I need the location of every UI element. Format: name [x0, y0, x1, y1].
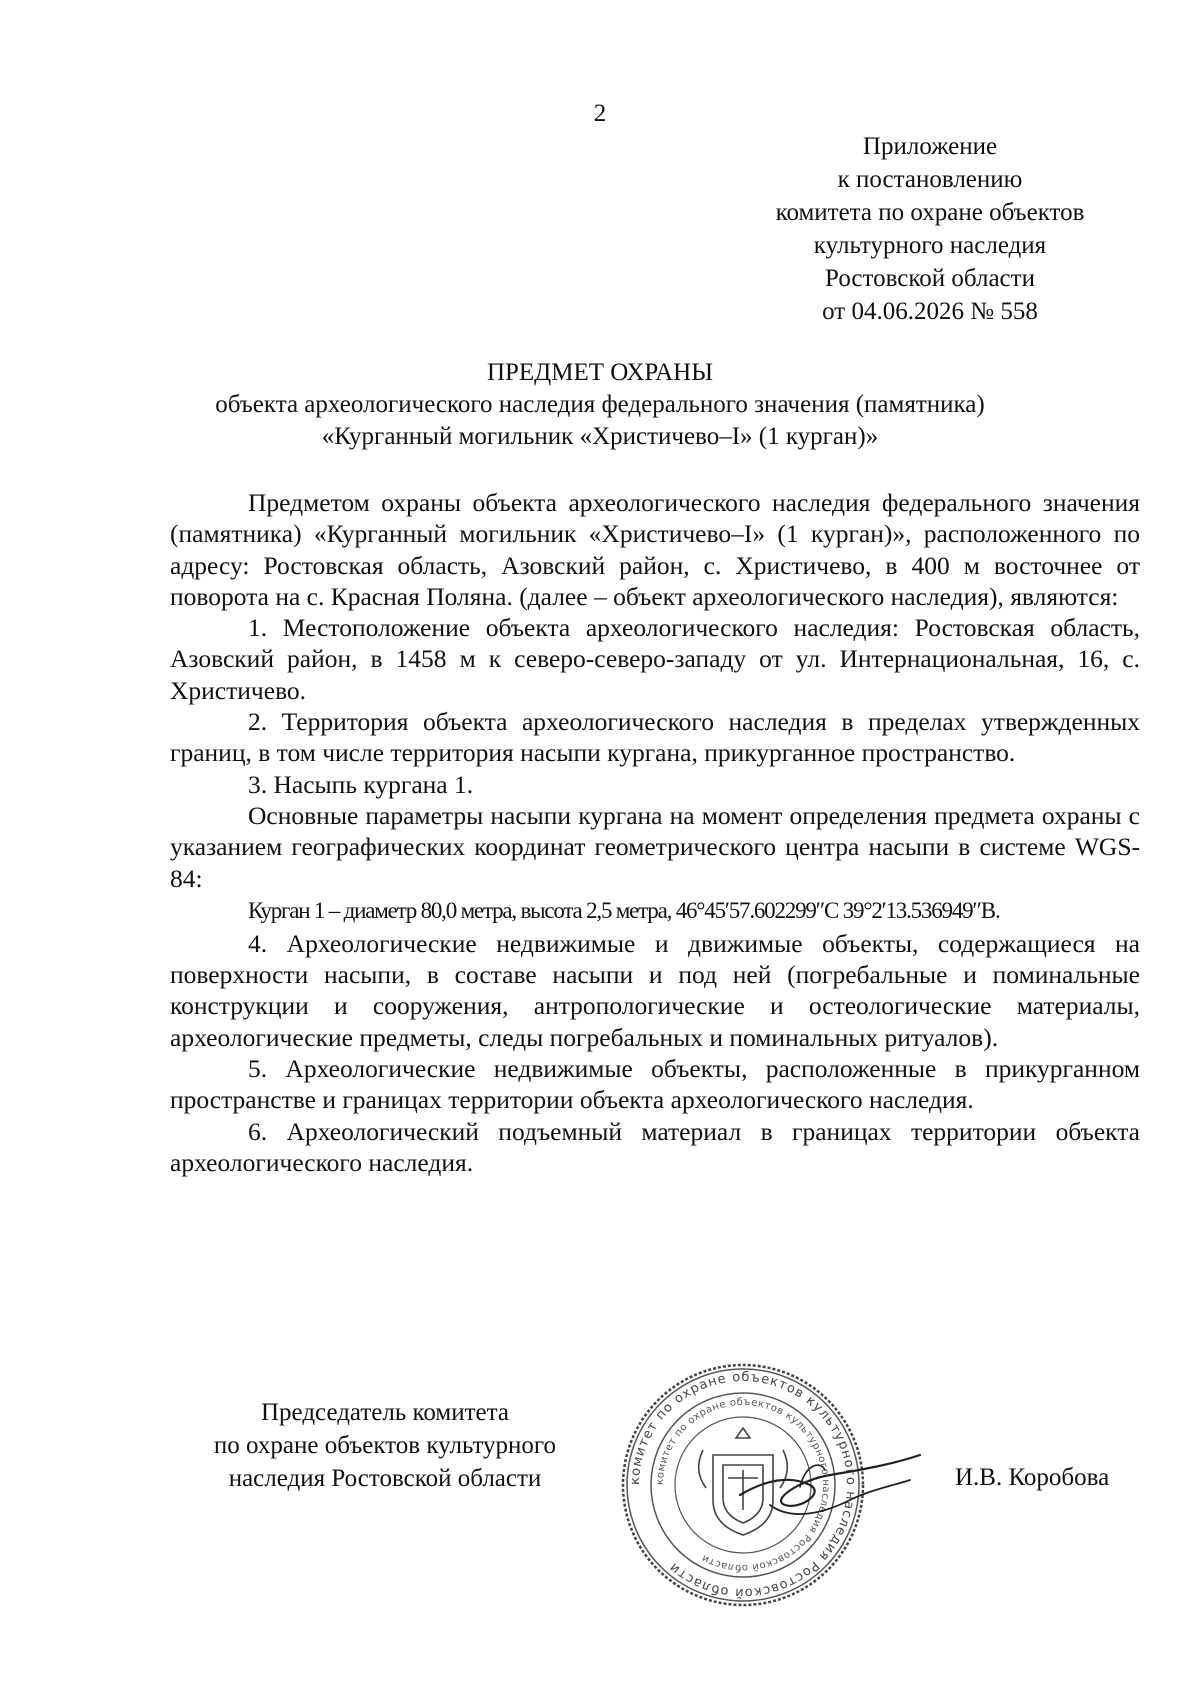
item-3-mound: 3. Насыпь кургана 1.: [248, 769, 474, 799]
signer-name: И.В. Коробова: [955, 1464, 1110, 1491]
item-6-surface-material: 6. Археологический подъемный материал в границах территории объекта археологического наследия.: [170, 1116, 1140, 1177]
parameters-paragraph: Основные параметры насыпи кургана на момент определения предмета охраны с указанием географических координат геометрического центра насыпи в системе WGS-84:: [170, 800, 1140, 893]
appendix-line: к постановлению: [837, 166, 1023, 193]
appendix-line: культурного наследия: [813, 232, 1047, 259]
page-number: 2: [593, 100, 607, 127]
appendix-line: Приложение: [862, 133, 998, 160]
document-body: [170, 487, 1140, 1178]
title-subheading: объекта археологического наследия федерального значения (памятника): [215, 391, 985, 418]
title-object-name: «Курганный могильник «Христичево–I» (1 курган)»: [321, 423, 879, 450]
appendix-header: [730, 130, 1130, 328]
seal-inner-text: комитет по охране объектов культурного наследия Ростовской области: [654, 1396, 832, 1574]
appendix-line: Ростовской области: [825, 265, 1035, 292]
title-heading: ПРЕДМЕТ ОХРАНЫ: [486, 359, 714, 386]
seal-outer-text: комитет по охране объектов культурного наследия Ростовской области: [627, 1369, 859, 1601]
appendix-line: комитета по охране объектов: [775, 199, 1085, 226]
intro-paragraph: Предметом охраны объекта археологического наследия федерального значения (памятника) «Курганный могильник «Христичево–I» (1 курган)», расположенного по адресу: Ростовская область, Азовский район, с. Христичево, в 400 м восточнее от поворота на с. Красная Поляна. (далее – объект археологического наследия), являются:: [170, 488, 1140, 611]
position-line: наследия Ростовской области: [228, 1465, 542, 1492]
item-4-objects: 4. Археологические недвижимые и движимые объекты, содержащиеся на поверхности насыпи, в составе насыпи и под ней (погребальные и поминальные конструкции и сооружения, антропологические и остеологические материалы, археологические предметы, следы погребальных и поминальных ритуалов).: [170, 928, 1140, 1052]
handwritten-signature: [730, 1425, 930, 1545]
item-2-territory: 2. Территория объекта археологического наследия в пределах утвержденных границ, в том числе территория насыпи кургана, прикурганное пространство.: [170, 707, 1140, 768]
position-line: Председатель комитета: [261, 1399, 509, 1426]
position-line: по охране объектов культурного: [213, 1432, 557, 1459]
document-title: [150, 357, 1050, 453]
mound-coordinates: Курган 1 – диаметр 80,0 метра, высота 2,5 метра, 46°45′57.602299″С 39°2′13.536949″В.: [248, 897, 1000, 923]
item-1-location: 1. Местоположение объекта археологического наследия: Ростовская область, Азовский район, в 1458 м к северо-северо-западу от ул. Интернациональная, 16, с. Христичево.: [170, 613, 1140, 705]
appendix-date-number: от 04.06.2026 № 558: [822, 298, 1038, 325]
signatory-position: [175, 1396, 595, 1495]
item-5-immovable: 5. Археологические недвижимые объекты, расположенные в прикурганном пространстве и границах территории объекта археологического наследия.: [170, 1054, 1140, 1115]
